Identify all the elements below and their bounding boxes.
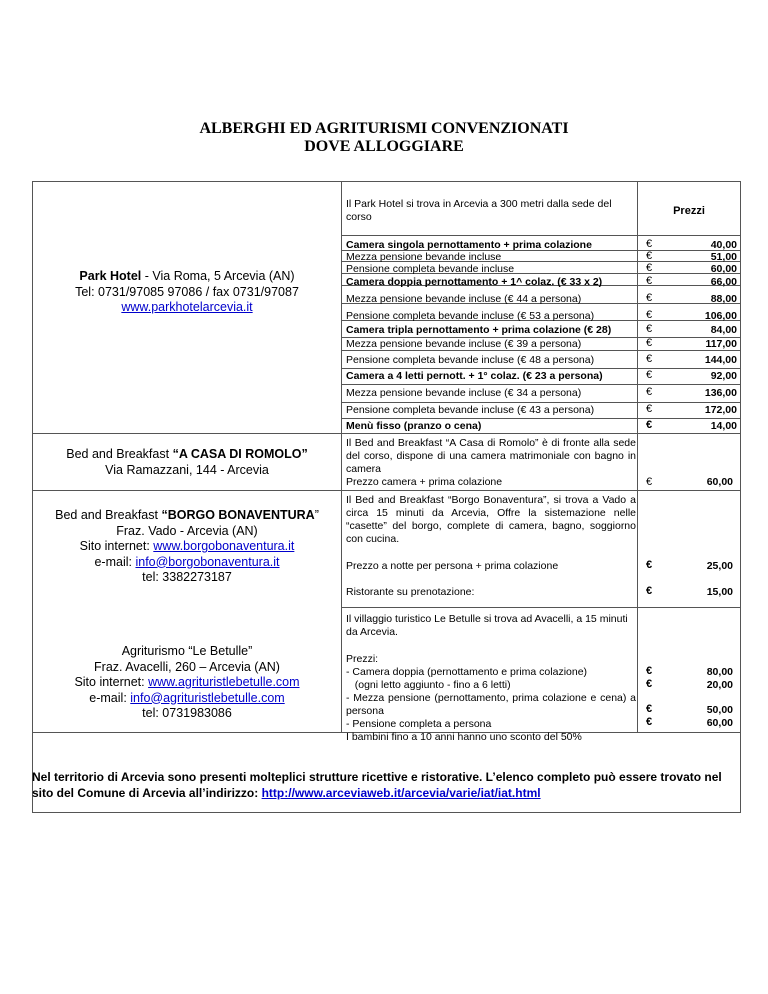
price-row-amount: 117,00: [705, 338, 737, 350]
price-row: [342, 369, 743, 383]
betulle-currency-4: €: [646, 716, 653, 728]
price-row: [342, 275, 743, 289]
price-row: [342, 337, 743, 351]
price-row-description: Pensione completa bevande incluse (€ 53 a persona): [346, 310, 595, 322]
prices-header: Prezzi: [673, 205, 705, 217]
price-row-amount: 40,00: [710, 239, 737, 251]
borgo-price2-label: Ristorante su prenotazione:: [346, 586, 475, 598]
price-row-description: Mezza pensione bevande incluse (€ 44 a persona): [346, 293, 582, 305]
price-row-description: Mezza pensione bevande incluse (€ 34 a persona): [346, 387, 582, 399]
price-row-currency: €: [646, 309, 653, 321]
park-hotel-website-link[interactable]: www.parkhotelarcevia.it: [121, 300, 253, 314]
betulle-price-3: 50,00: [706, 704, 733, 716]
betulle-name: Agriturismo “Le Betulle”: [121, 644, 253, 658]
romolo-prefix: Bed and Breakfast: [66, 447, 173, 461]
romolo-price-label: Prezzo camera + prima colazione: [346, 476, 503, 488]
borgo-prefix: Bed and Breakfast: [55, 508, 162, 522]
betulle-web-label: Sito internet:: [74, 675, 149, 689]
betulle-line3: - Mezza pensione (pernottamento, prima colazione e cena) a persona: [346, 692, 636, 717]
betulle-price-1: 80,00: [706, 666, 733, 678]
price-row: [342, 323, 743, 337]
price-row-currency: €: [646, 419, 653, 431]
betulle-prices-heading: Prezzi:: [346, 653, 379, 665]
park-hotel-phone: Tel: 0731/97085 97086 / fax 0731/97087: [75, 284, 299, 299]
betulle-line1: - Camera doppia (pernottamento e prima colazione): [346, 666, 588, 678]
betulle-price-list: [346, 653, 636, 744]
betulle-price-2: 20,00: [706, 679, 733, 691]
price-row-currency: €: [646, 353, 653, 365]
borgo-price1-currency: €: [646, 559, 653, 571]
park-hotel-address: - Via Roma, 5 Arcevia (AN): [141, 269, 295, 283]
betulle-phone: tel: 0731983086: [142, 706, 232, 720]
borgo-phone: tel: 3382273187: [142, 570, 232, 584]
price-row: [342, 309, 743, 323]
romolo-name: “A CASA DI ROMOLO”: [172, 447, 308, 461]
price-row-amount: 51,00: [710, 251, 737, 263]
borgo-web-label: Sito internet:: [79, 539, 154, 553]
price-row-currency: €: [646, 238, 653, 250]
price-row-amount: 172,00: [704, 404, 737, 416]
price-row-description: Menù fisso (pranzo o cena): [346, 420, 482, 432]
borgo-email-link[interactable]: info@borgobonaventura.it: [135, 554, 280, 569]
borgo-info: [33, 508, 341, 586]
betulle-info: [33, 644, 341, 722]
betulle-address: Fraz. Avacelli, 260 – Arcevia (AN): [94, 659, 280, 674]
romolo-address: Via Ramazzani, 144 - Arcevia: [105, 462, 269, 477]
betulle-price-4: 60,00: [706, 717, 733, 729]
price-row: [342, 403, 743, 417]
price-row-description: Camera singola pernottamento + prima colazione: [346, 239, 592, 251]
price-row-description: Camera doppia pernottamento + 1^ colaz. (€ 33 x 2): [346, 276, 603, 288]
borgo-description: Il Bed and Breakfast “Borgo Bonaventura”, si trova a Vado a circa 15 minuti da Arcevia, Offre la sistemazione nelle “casette” del borgo, complete di camera, bagno, soggiorno con cucina.: [346, 494, 636, 545]
price-row-description: Mezza pensione bevande incluse: [346, 251, 502, 263]
price-row-description: Pensione completa bevande incluse (€ 48 a persona): [346, 354, 595, 366]
price-row-currency: €: [646, 323, 653, 335]
page-title-line2: DOVE ALLOGGIARE: [304, 138, 464, 155]
betulle-currency-2: €: [646, 678, 653, 690]
romolo-info: [33, 447, 341, 478]
price-row-currency: €: [646, 275, 653, 287]
price-row-amount: 60,00: [710, 263, 737, 275]
borgo-price2-currency: €: [646, 585, 653, 597]
price-row-amount: 14,00: [710, 420, 737, 432]
park-hotel-intro: Il Park Hotel si trova in Arcevia a 300 metri dalla sede del corso: [346, 198, 612, 223]
price-row-description: Mezza pensione bevande incluse (€ 39 a persona): [346, 338, 582, 350]
price-row-amount: 106,00: [704, 310, 737, 322]
romolo-currency: €: [646, 476, 653, 488]
footer-link[interactable]: http://www.arceviaweb.it/arcevia/varie/iat/iat.html: [261, 786, 541, 800]
price-row-currency: €: [646, 337, 653, 349]
price-row-currency: €: [646, 292, 653, 304]
price-row-currency: €: [646, 403, 653, 415]
price-row-currency: €: [646, 386, 653, 398]
price-row-amount: 66,00: [710, 276, 737, 288]
price-row: [342, 262, 743, 276]
betulle-website-link[interactable]: www.agrituristlebetulle.com: [148, 675, 300, 689]
price-row-description: Pensione completa bevande incluse: [346, 263, 515, 275]
romolo-description: Il Bed and Breakfast “A Casa di Romolo” è di fronte alla sede del corso, dispone di una camera matrimoniale con bagno in camera: [346, 437, 636, 475]
betulle-line4: - Pensione completa a persona: [346, 718, 492, 730]
price-row: [342, 386, 743, 400]
price-row: [342, 419, 743, 433]
price-row: [342, 292, 743, 306]
price-row: [342, 353, 743, 367]
price-row-description: Pensione completa bevande incluse (€ 43 a persona): [346, 404, 595, 416]
betulle-email-label: e-mail:: [89, 690, 131, 705]
park-hotel-name: Park Hotel: [79, 269, 142, 283]
price-row-currency: €: [646, 262, 653, 274]
romolo-price: 60,00: [706, 476, 733, 488]
price-row-description: Camera tripla pernottamento + prima colazione (€ 28): [346, 324, 612, 336]
price-row-currency: €: [646, 369, 653, 381]
price-row-amount: 84,00: [710, 324, 737, 336]
borgo-price1: 25,00: [706, 560, 733, 572]
footer-note: [32, 769, 732, 801]
betulle-intro: Il villaggio turistico Le Betulle si trova ad Avacelli, a 15 minuti da Arcevia.: [346, 613, 628, 638]
borgo-suffix: ”: [314, 508, 319, 522]
betulle-currency-3: €: [646, 703, 653, 715]
page-title-line1: ALBERGHI ED AGRITURISMI CONVENZIONATI: [199, 120, 569, 137]
betulle-email-link[interactable]: info@agrituristlebetulle.com: [130, 690, 285, 705]
accommodation-table: [32, 181, 741, 813]
borgo-address: Fraz. Vado - Arcevia (AN): [116, 523, 258, 538]
borgo-email-label: e-mail:: [94, 554, 136, 569]
price-row-currency: €: [646, 250, 653, 262]
borgo-price2: 15,00: [706, 586, 733, 598]
betulle-line2: (ogni letto aggiunto - fino a 6 letti): [346, 679, 511, 691]
borgo-name: “BORGO BONAVENTURA: [161, 508, 315, 522]
price-row-amount: 92,00: [710, 370, 737, 382]
park-hotel-info: [33, 269, 341, 316]
price-row-description: Camera a 4 letti pernott. + 1° colaz. (€ 23 a persona): [346, 370, 603, 382]
footer-text: Nel territorio di Arcevia sono presenti molteplici strutture ricettive e ristorative. L’elenco completo può essere trovato nel sito del Comune di Arcevia all’indirizzo:: [32, 770, 722, 800]
price-row-amount: 88,00: [710, 293, 737, 305]
borgo-price1-label: Prezzo a notte per persona + prima colazione: [346, 560, 559, 572]
price-row-amount: 136,00: [704, 387, 737, 399]
betulle-line5: I bambini fino a 10 anni hanno uno sconto del 50%: [346, 731, 582, 743]
price-row-amount: 144,00: [704, 354, 737, 366]
betulle-currency-1: €: [646, 665, 653, 677]
borgo-website-link[interactable]: www.borgobonaventura.it: [153, 539, 295, 553]
